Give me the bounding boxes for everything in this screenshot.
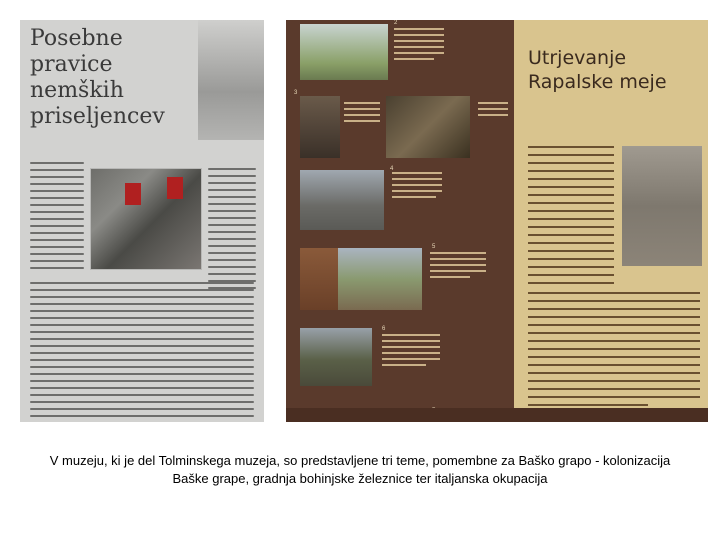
left-panel-crowd-photo: [90, 168, 202, 270]
left-text-column-2: [208, 168, 256, 294]
ruin-photo: [386, 96, 470, 158]
photo-caption: V muzeju, ki je del Tolminskega muzeja, so predstavljene tri teme, pomembne za Baško grapo - kolonizacija Baške grape, gradnja bohinjske železnice ter italjanska okupacija: [49, 453, 671, 486]
section-number: 3: [294, 90, 298, 96]
right-panel-text-area: [514, 20, 708, 422]
dome-bunker-photo: [300, 170, 384, 230]
monument-photo: [622, 146, 702, 266]
section-number: 4: [390, 166, 394, 172]
panel-bottom-strip: [286, 408, 708, 422]
barracks-photo: [300, 328, 372, 386]
tunnel-photo: [300, 96, 340, 158]
left-panel-building-photo: [198, 20, 264, 140]
left-text-lower: [30, 282, 254, 422]
mountain-photo: [338, 248, 422, 310]
exhibit-panel-left: [20, 20, 264, 422]
section-number: 5: [432, 244, 436, 250]
red-flag: [125, 183, 141, 205]
red-flag: [167, 177, 183, 199]
exhibit-panel-right: [286, 20, 708, 422]
right-panel-title: Utrjevanje Rapalske meje: [528, 47, 667, 93]
section-number: 2: [394, 20, 398, 26]
left-text-column-1: [30, 162, 84, 274]
door-photo: [300, 248, 338, 310]
bunker-photo: [300, 24, 388, 80]
left-panel-title: Posebne pravice nemških priseljencev: [30, 26, 165, 129]
section-number: 6: [382, 326, 386, 332]
